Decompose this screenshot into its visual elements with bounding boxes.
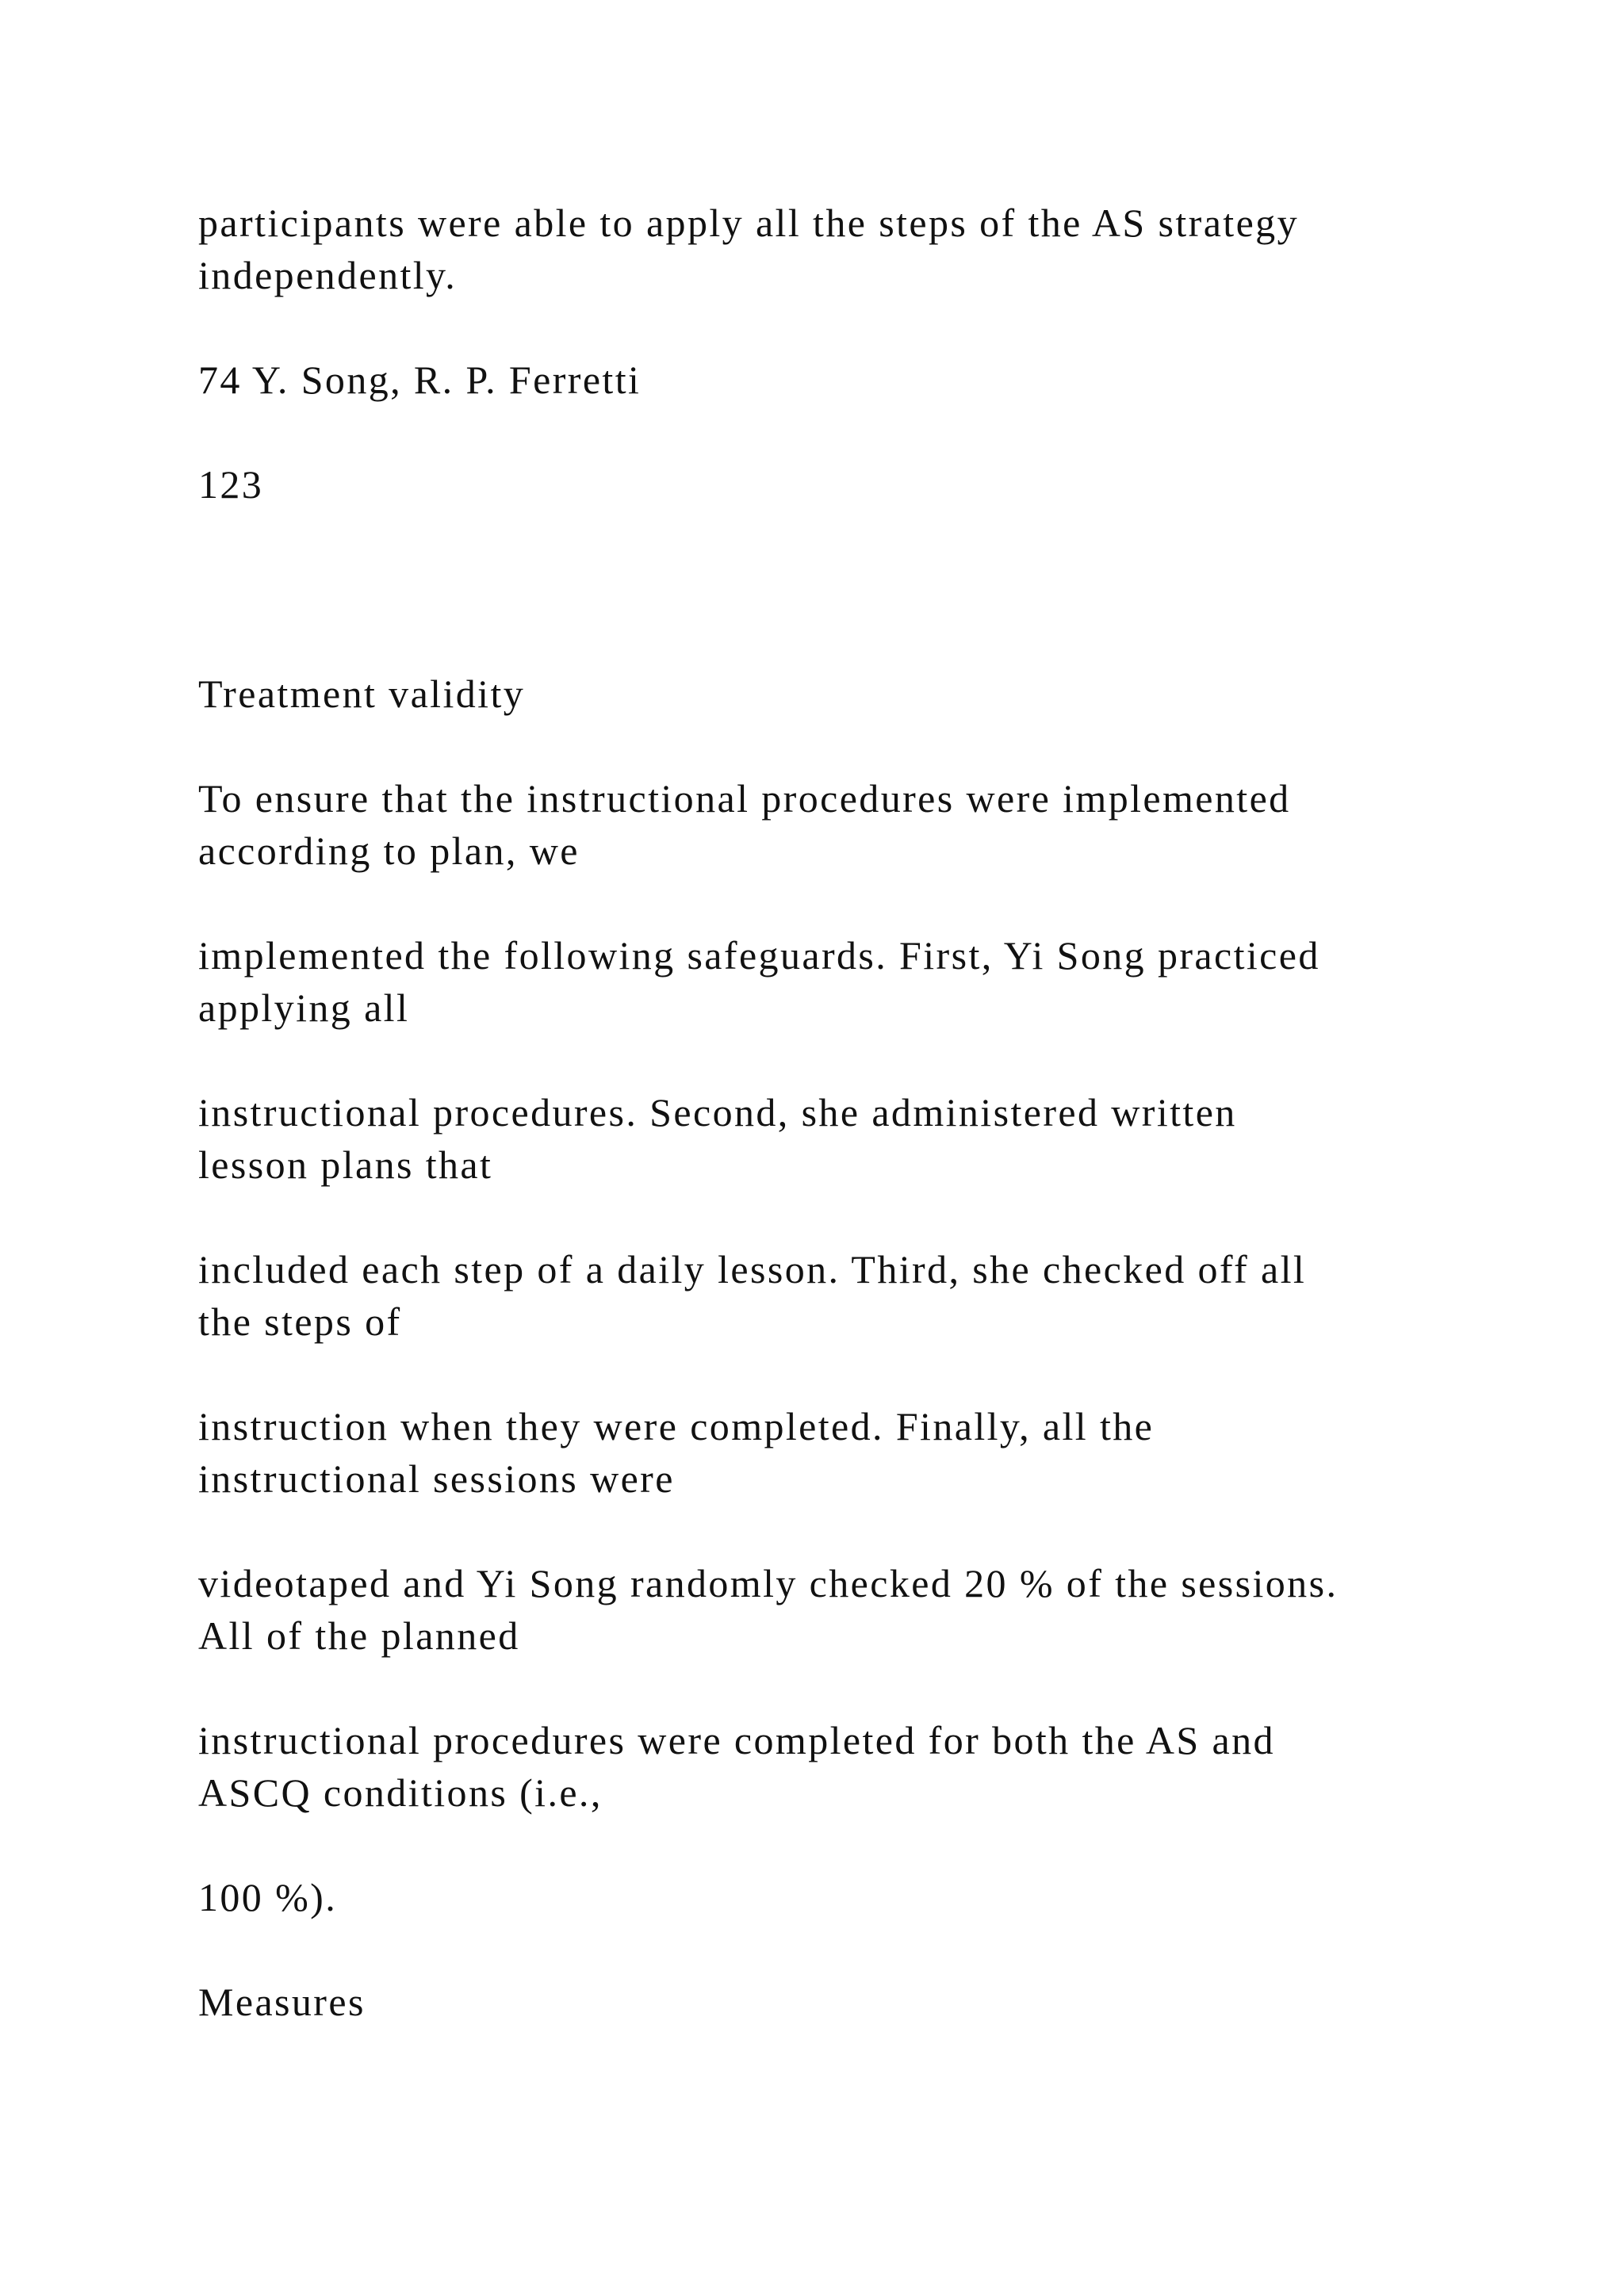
text-line: applying all	[198, 985, 410, 1030]
text-line: instructional sessions were	[198, 1456, 675, 1501]
paragraph	[198, 1086, 1507, 1191]
journal-number-text: 123	[198, 462, 264, 507]
section-heading-text: Measures	[198, 1980, 366, 2024]
text-line: instructional procedures were completed for both the AS and	[198, 1718, 1275, 1762]
text-line: according to plan, we	[198, 828, 580, 873]
paragraph-intro	[198, 197, 1507, 301]
text-line: videotaped and Yi Song randomly checked 20 % of the sessions.	[198, 1561, 1339, 1605]
text-line: participants were able to apply all the steps of the AS strategy	[198, 201, 1299, 245]
paragraph	[198, 1400, 1507, 1505]
text-line: the steps of	[198, 1299, 402, 1344]
text-line: instructional procedures. Second, she administered written	[198, 1090, 1237, 1135]
paragraph	[198, 772, 1507, 877]
paragraph	[198, 929, 1507, 1034]
paragraph	[198, 1871, 1507, 1923]
running-header-text: 74 Y. Song, R. P. Ferretti	[198, 358, 642, 402]
paragraph	[198, 1714, 1507, 1819]
text-line: independently.	[198, 253, 458, 297]
text-line: included each step of a daily lesson. Third, she checked off all	[198, 1247, 1307, 1292]
journal-number	[198, 458, 1507, 511]
text-line: To ensure that the instructional procedures were implemented	[198, 776, 1291, 821]
paragraph	[198, 1557, 1507, 1662]
text-line: implemented the following safeguards. First, Yi Song practiced	[198, 933, 1320, 978]
text-line: All of the planned	[198, 1613, 520, 1658]
paragraph	[198, 1243, 1507, 1348]
text-line: instruction when they were completed. Finally, all the	[198, 1404, 1155, 1448]
section-heading-treatment-validity	[198, 668, 1507, 720]
text-line: ASCQ conditions (i.e.,	[198, 1770, 603, 1815]
section-heading-text: Treatment validity	[198, 672, 526, 716]
text-line: 100 %).	[198, 1875, 338, 1919]
running-header	[198, 354, 1507, 406]
text-line: lesson plans that	[198, 1142, 493, 1187]
section-heading-measures	[198, 1976, 1507, 2028]
